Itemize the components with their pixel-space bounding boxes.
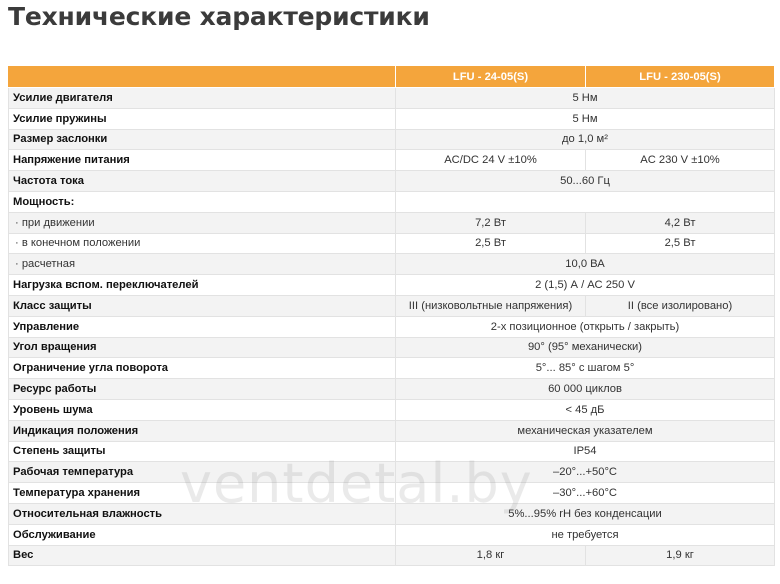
row-value-lfu-24: 1,8 кг	[396, 545, 586, 566]
row-label: Обслуживание	[9, 524, 396, 545]
row-value-lfu-24: AC/DC 24 V ±10%	[396, 150, 586, 171]
table-row	[9, 150, 775, 171]
row-value-shared: –30°...+60°С	[396, 483, 775, 504]
row-value-shared: < 45 дБ	[396, 399, 775, 420]
row-label: · расчетная	[9, 254, 396, 275]
row-label: Напряжение питания	[9, 150, 396, 171]
table-row	[9, 191, 775, 212]
row-label: · при движении	[9, 212, 396, 233]
table-row	[9, 399, 775, 420]
row-label: · в конечном положении	[9, 233, 396, 254]
table-row	[9, 524, 775, 545]
table-row	[9, 337, 775, 358]
row-value-shared: IP54	[396, 441, 775, 462]
row-value-shared: 10,0 ВА	[396, 254, 775, 275]
table-row	[9, 295, 775, 316]
row-value-shared: –20°...+50°С	[396, 462, 775, 483]
column-header-lfu-24: LFU - 24-05(S)	[396, 66, 586, 88]
row-label: Усилие пружины	[9, 108, 396, 129]
row-label: Рабочая температура	[9, 462, 396, 483]
row-value-shared: 50...60 Гц	[396, 171, 775, 192]
table-row	[9, 129, 775, 150]
row-value-lfu-230: 2,5 Вт	[586, 233, 775, 254]
row-label: Управление	[9, 316, 396, 337]
table-row	[9, 483, 775, 504]
table-row	[9, 316, 775, 337]
table-row	[9, 503, 775, 524]
row-label: Усилие двигателя	[9, 88, 396, 109]
row-value-lfu-24: 2,5 Вт	[396, 233, 586, 254]
table-row	[9, 441, 775, 462]
row-value-lfu-230: AC 230 V ±10%	[586, 150, 775, 171]
row-value-shared: 60 000 циклов	[396, 379, 775, 400]
table-row	[9, 212, 775, 233]
table-header-row	[9, 66, 775, 88]
row-label: Размер заслонки	[9, 129, 396, 150]
row-value-lfu-24: 7,2 Вт	[396, 212, 586, 233]
row-label: Степень защиты	[9, 441, 396, 462]
table-row	[9, 358, 775, 379]
table-row	[9, 275, 775, 296]
row-value-shared: 5%...95% rH без конденсации	[396, 503, 775, 524]
table-row	[9, 108, 775, 129]
row-value-shared: до 1,0 м²	[396, 129, 775, 150]
table-row	[9, 171, 775, 192]
specs-table	[8, 65, 775, 566]
column-header-lfu-230: LFU - 230-05(S)	[586, 66, 775, 88]
row-value-shared: 5 Нм	[396, 108, 775, 129]
row-label: Ограничение угла поворота	[9, 358, 396, 379]
row-label: Индикация положения	[9, 420, 396, 441]
table-row	[9, 462, 775, 483]
row-label: Нагрузка вспом. переключателей	[9, 275, 396, 296]
row-label: Угол вращения	[9, 337, 396, 358]
row-value-lfu-230: II (все изолировано)	[586, 295, 775, 316]
row-value-shared: 2-х позиционное (открыть / закрыть)	[396, 316, 775, 337]
row-value-shared: 2 (1,5) А / АС 250 V	[396, 275, 775, 296]
row-value-shared: механическая указателем	[396, 420, 775, 441]
row-value-shared: 5 Нм	[396, 88, 775, 109]
row-label: Относительная влажность	[9, 503, 396, 524]
table-row	[9, 545, 775, 566]
row-label: Мощность:	[9, 191, 396, 212]
row-value-shared	[396, 191, 775, 212]
row-value-shared: 5°... 85° с шагом 5°	[396, 358, 775, 379]
row-value-lfu-230: 1,9 кг	[586, 545, 775, 566]
table-row	[9, 88, 775, 109]
table-row	[9, 379, 775, 400]
row-value-shared: 90° (95° механически)	[396, 337, 775, 358]
row-label: Ресурс работы	[9, 379, 396, 400]
row-value-lfu-230: 4,2 Вт	[586, 212, 775, 233]
row-label: Температура хранения	[9, 483, 396, 504]
row-value-lfu-24: III (низковольтные напряжения)	[396, 295, 586, 316]
table-row	[9, 233, 775, 254]
header-blank-cell	[9, 66, 396, 88]
row-label: Класс защиты	[9, 295, 396, 316]
page-title: Технические характеристики	[8, 2, 430, 31]
row-label: Уровень шума	[9, 399, 396, 420]
table-row	[9, 254, 775, 275]
specs-table-body	[9, 88, 775, 566]
row-value-shared: не требуется	[396, 524, 775, 545]
row-label: Вес	[9, 545, 396, 566]
table-row	[9, 420, 775, 441]
row-label: Частота тока	[9, 171, 396, 192]
